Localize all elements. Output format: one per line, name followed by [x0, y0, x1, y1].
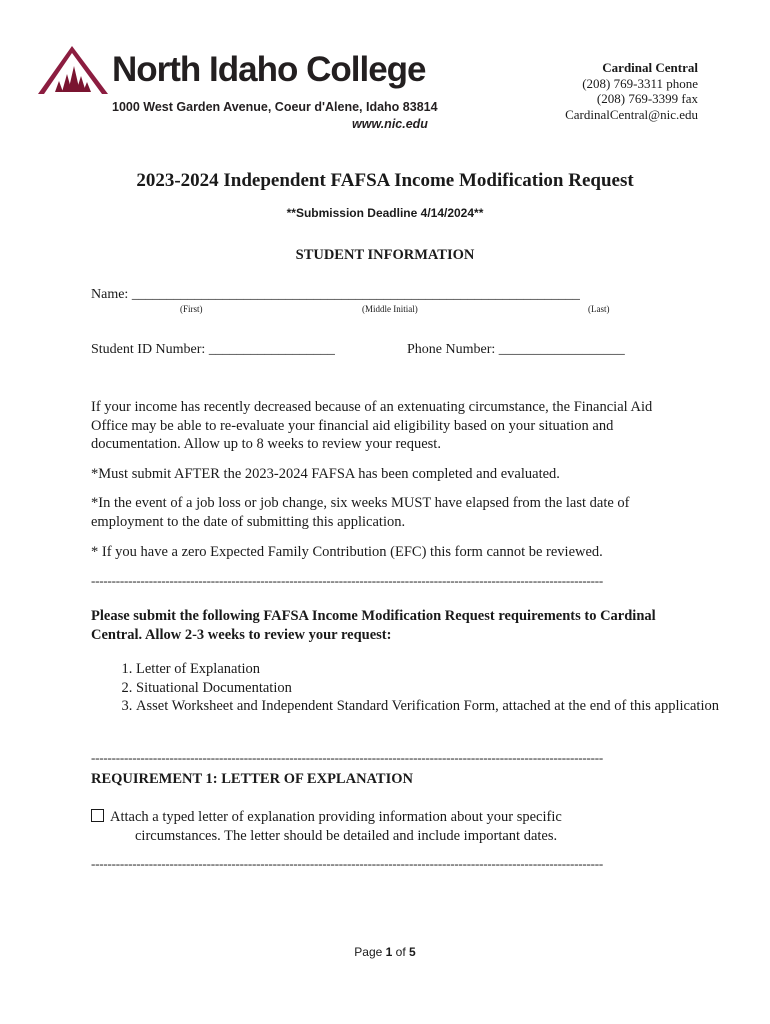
- page-of: of: [395, 945, 406, 959]
- name-middle-caption: (Middle Initial): [362, 304, 418, 314]
- contact-phone: (208) 769-3311 phone: [582, 75, 698, 91]
- note-job-loss: *In the event of a job loss or job change, six weeks MUST have elapsed from the last date of employment to the date of submitting this application.: [91, 495, 630, 530]
- requirements-list: [91, 660, 726, 716]
- intro-paragraph: If your income has recently decreased because of an extenuating circumstance, the Financial Aid Office may be able to re-evaluate your financial aid eligibility based on your situation and documentation. Allow up to 8 weeks to review your request.: [91, 399, 653, 452]
- requirements-heading: Please submit the following FAFSA Income Modification Request requirements to Cardinal Central. Allow 2-3 weeks to review your request:: [91, 608, 656, 643]
- name-last-caption: (Last): [588, 304, 610, 314]
- student-information-heading: STUDENT INFORMATION: [295, 247, 475, 263]
- contact-email: CardinalCentral@nic.edu: [565, 106, 698, 122]
- list-item: 3. Asset Worksheet and Independent Standard Verification Form, attached at the end of this application: [136, 697, 726, 716]
- page-number: [0, 945, 770, 959]
- contact-office: Cardinal Central: [602, 60, 698, 75]
- contact-block: [565, 60, 698, 122]
- requirement-1-line-1: Attach a typed letter of explanation providing information about your specific: [110, 809, 562, 825]
- note-fafsa-completed: *Must submit AFTER the 2023-2024 FAFSA has been completed and evaluated.: [91, 466, 560, 482]
- contact-fax: (208) 769-3399 fax: [596, 91, 698, 106]
- college-website: www.nic.edu: [352, 117, 428, 131]
- separator-line: ----------------------------------------------------------------------------------------------------------------------------: [91, 856, 604, 871]
- submission-deadline: **Submission Deadline 4/14/2024**: [286, 206, 484, 220]
- requirement-1-heading: REQUIREMENT 1: LETTER OF EXPLANATION: [91, 771, 413, 787]
- requirement-1-line-2: circumstances. The letter should be detailed and include important dates.: [135, 827, 558, 844]
- note-zero-efc: * If you have a zero Expected Family Contribution (EFC) this form cannot be reviewed.: [91, 544, 603, 560]
- separator-line: ----------------------------------------------------------------------------------------------------------------------------: [91, 750, 604, 765]
- phone-number-field[interactable]: Phone Number: __________________: [407, 342, 625, 357]
- student-id-field[interactable]: Student ID Number: __________________: [91, 342, 335, 357]
- name-field[interactable]: Name: ________________________________________________________________: [91, 287, 580, 302]
- college-name: North Idaho College: [112, 50, 426, 89]
- page-current: 1: [385, 945, 393, 959]
- form-title: 2023-2024 Independent FAFSA Income Modification Request: [136, 170, 634, 191]
- letter-of-explanation-checkbox[interactable]: [91, 809, 104, 822]
- name-first-caption: (First): [180, 304, 203, 314]
- list-item: 2. Situational Documentation: [136, 679, 726, 698]
- page-prefix: Page: [354, 945, 383, 959]
- page-total: 5: [409, 945, 416, 959]
- list-item: 1. Letter of Explanation: [136, 660, 726, 679]
- college-logo-icon: [38, 44, 108, 96]
- college-address: 1000 West Garden Avenue, Coeur d'Alene, Idaho 83814: [112, 100, 438, 114]
- requirement-1-text: [110, 808, 670, 845]
- separator-line: ----------------------------------------------------------------------------------------------------------------------------: [91, 573, 604, 588]
